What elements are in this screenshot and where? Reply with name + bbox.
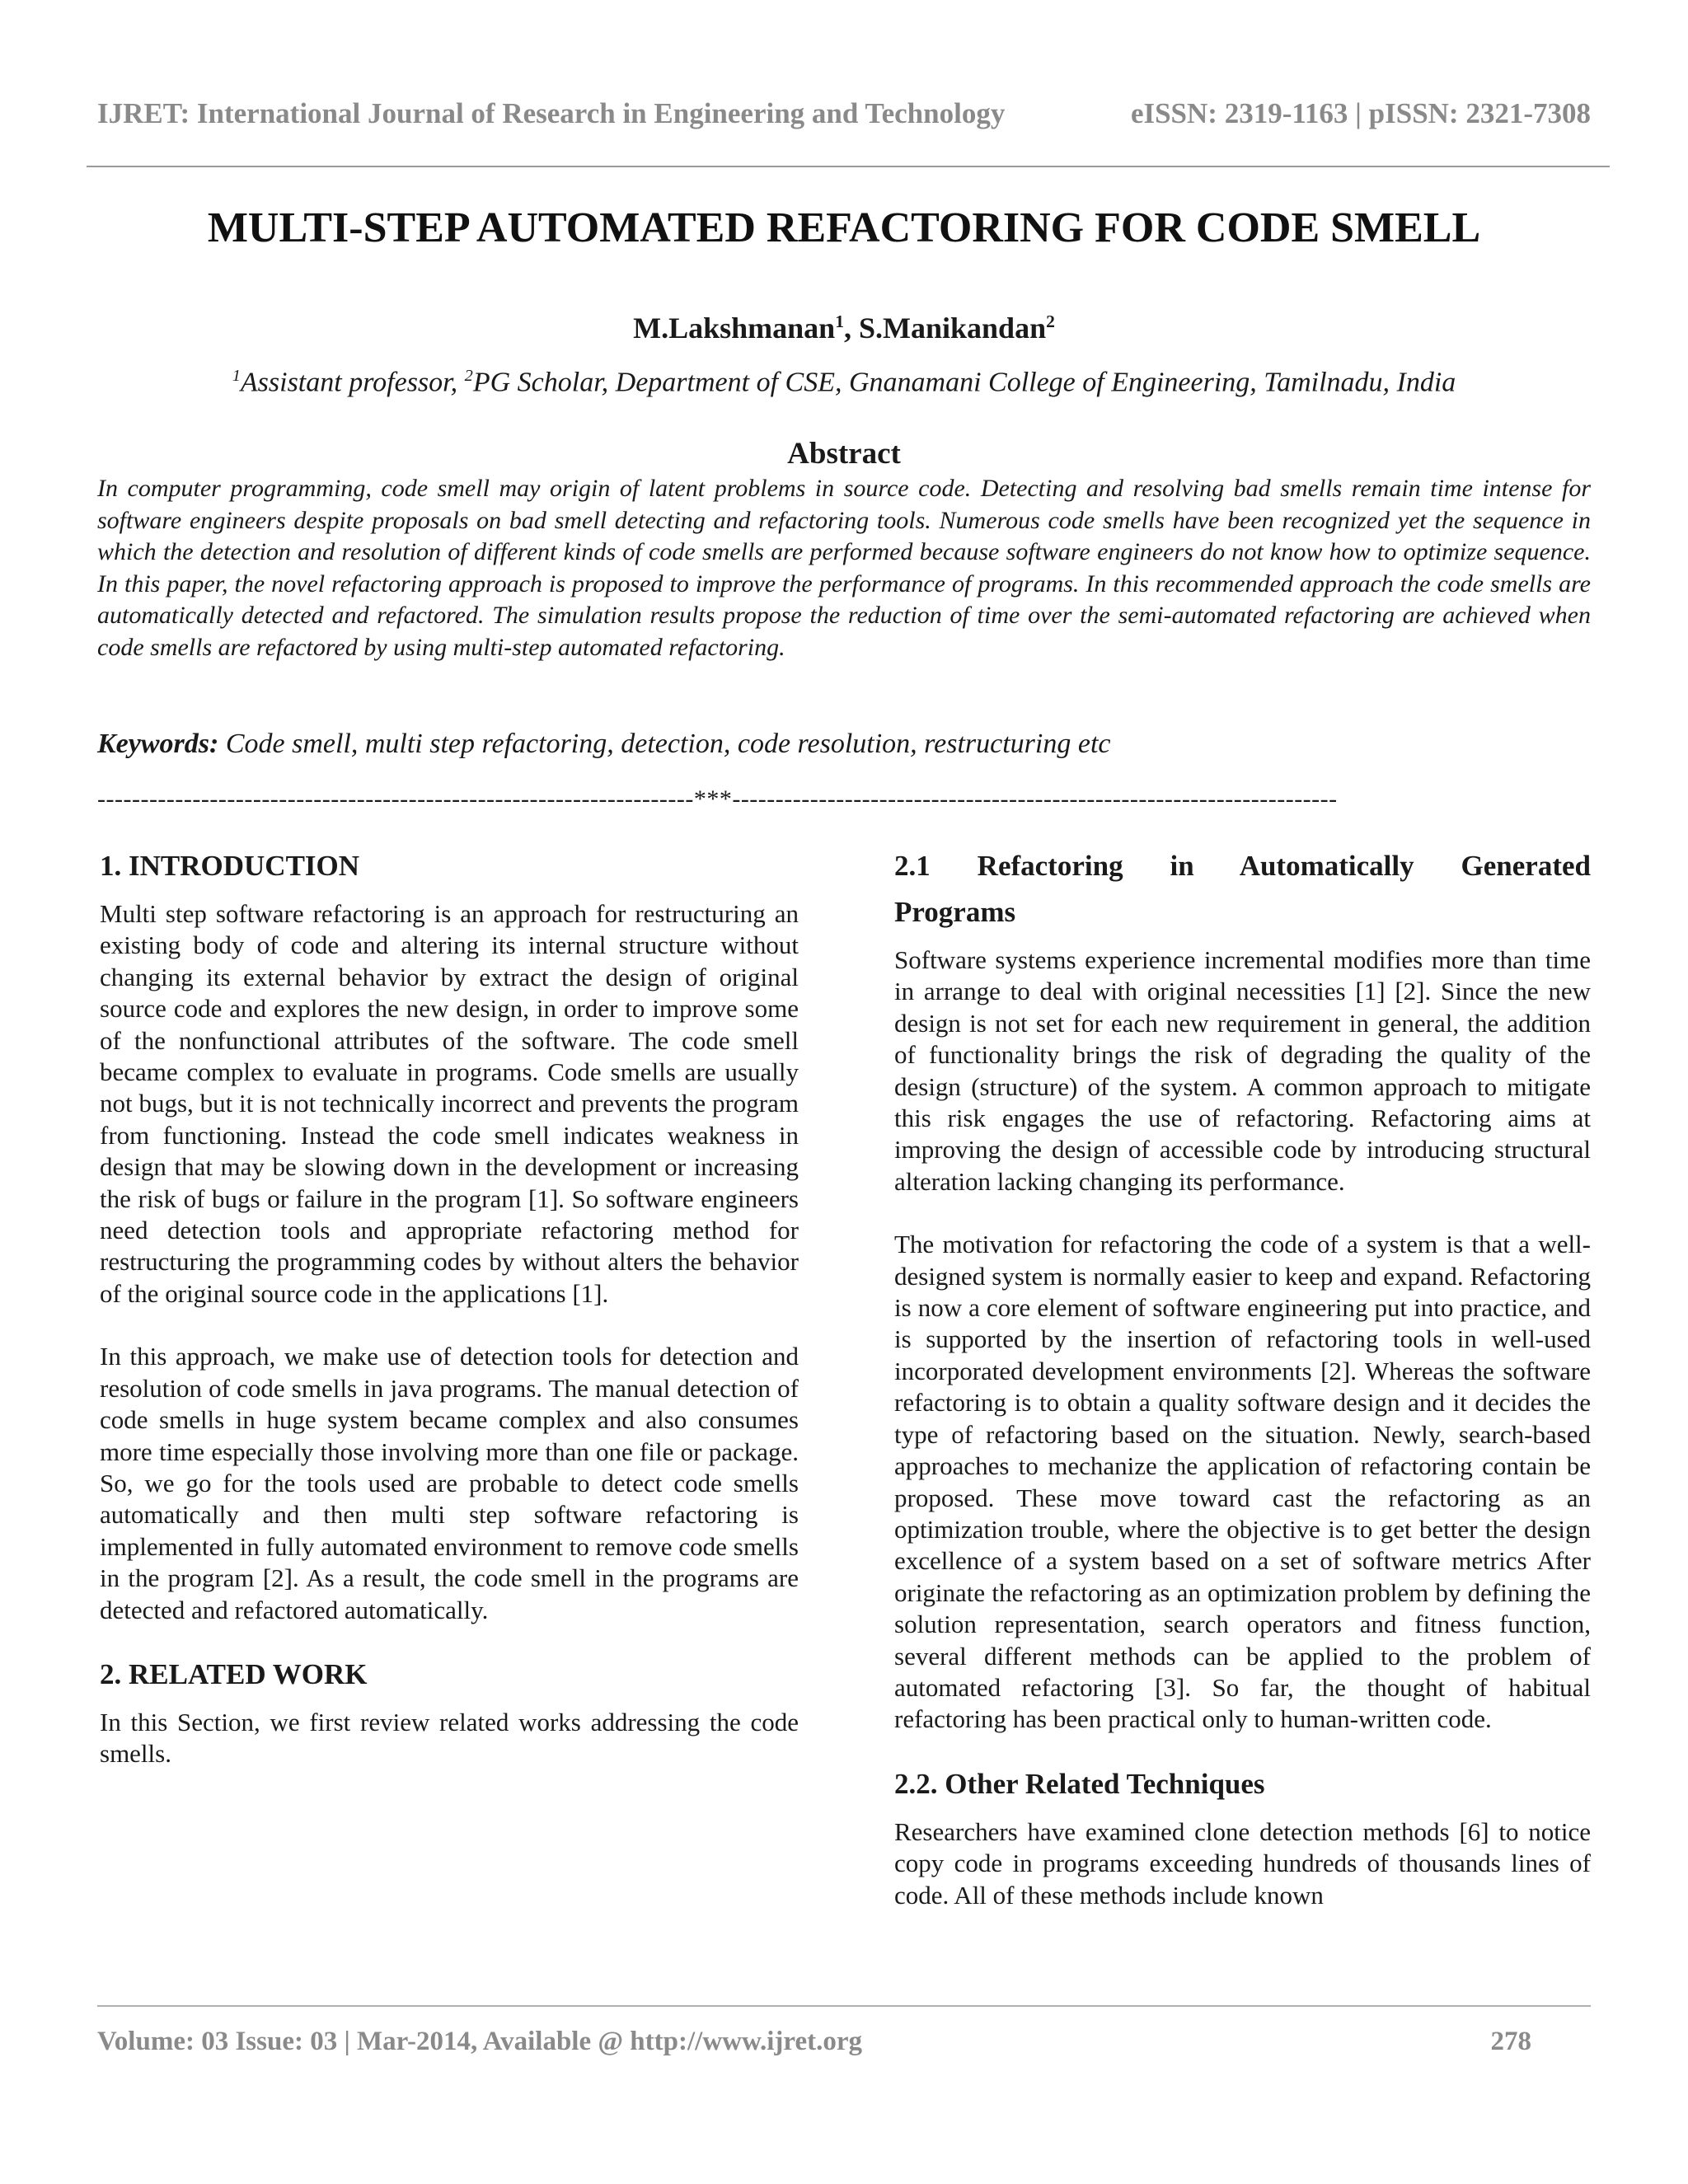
affiliation-mark: 2 xyxy=(464,367,473,385)
section-gap xyxy=(894,1736,1591,1767)
subsection-heading-2-2: 2.2. Other Related Techniques xyxy=(894,1767,1265,1800)
running-footer xyxy=(97,2027,1531,2057)
footer-rule xyxy=(97,2005,1591,2007)
author-name: S.Manikandan xyxy=(858,312,1047,344)
right-column xyxy=(894,849,1591,1911)
left-column xyxy=(100,849,799,1770)
keywords-text: Code smell, multi step refactoring, detection, code resolution, restructuring etc xyxy=(218,729,1111,759)
author-name: M.Lakshmanan xyxy=(633,312,836,344)
keywords-label: Keywords: xyxy=(97,729,219,759)
affiliation-text: PG Scholar, Department of CSE, Gnanamani College of Engineering, Tamilnadu, India xyxy=(472,367,1456,398)
section-gap xyxy=(100,1626,799,1657)
volume-info: Volume: 03 Issue: 03 | Mar-2014, Available @ http://www.ijret.org xyxy=(97,2027,862,2056)
paragraph: The motivation for refactoring the code of a system is that a well-designed system is normally easier to keep and expand. Refactoring is now a core element of software engineering put into practice, and is supported by the insertion of refactoring tools in well-used incorporated development environments [2]. Whereas the software refactoring is to obtain a quality software design and it decides the type of refactoring based on the situation. Newly, search-based approaches to mechanize the application of refactoring contain be proposed. These move toward cast the refactoring as an optimization trouble, where the objective is to get better the design excellence of a system based on a set of software metrics After originate the refactoring as an optimization problem by defining the solution representation, search operators and fitness function, several different methods can be applied to the problem of automated refactoring [3]. So far, the thought of habitual refactoring has been practical only to human-written code. xyxy=(894,1230,1591,1734)
paragraph: In this approach, we make use of detection tools for detection and resolution of code smells in java programs. The manual detection of code smells in huge system became complex and also consumes more time especially those involving more than one file or package. So, we go for the tools used are probable to detect code smells automatically and then multi step software refactoring is implemented in fully automated environment to remove code smells in the program [2]. As a result, the code smell in the programs are detected and refactored automatically. xyxy=(100,1342,799,1624)
paragraph: Multi step software refactoring is an approach for restructuring an existing body of code and altering its internal structure without changing its external behavior by extract the design of original source code and explores the new design, in order to improve some of the nonfunctional attributes of the software. The code smell became complex to evaluate in programs. Code smells are usually not bugs, but it is not technically incorrect and prevents the program from functioning. Instead the code smell indicates weakness in design that may be slowing down in the development or increasing the risk of bugs or failure in the program [1]. So software engineers need detection tools and appropriate refactoring method for restructuring the programming codes by without alters the behavior of the original source code in the applications [1]. xyxy=(100,899,799,1308)
section-separator: ---------------------------------------------------------------------***---------------------------------------------------------------------- xyxy=(97,785,1338,813)
section-heading-related-work: 2. RELATED WORK xyxy=(100,1657,368,1690)
affiliation-mark: 1 xyxy=(835,312,844,331)
paragraph-gap xyxy=(100,1310,799,1341)
subsection-heading-2-1: 2.1 Refactoring in Automatically Generated xyxy=(894,850,1591,882)
paper-title: MULTI-STEP AUTOMATED REFACTORING FOR CODE SMELL xyxy=(207,204,1481,251)
abstract-heading: Abstract xyxy=(787,437,901,471)
running-header xyxy=(97,97,1591,130)
author-separator: , xyxy=(843,312,859,344)
journal-name: IJRET: International Journal of Research in Engineering and Technology xyxy=(97,97,1006,129)
affiliation xyxy=(0,367,1688,398)
paragraph: Researchers have examined clone detection methods [6] to notice copy code in programs exceeding hundreds of thousands lines of code. All of these methods include known xyxy=(894,1816,1591,1910)
paragraph: Software systems experience incremental modifies more than time in arrange to deal with original necessities [1] [2]. Since the new design is not set for each new requirement in general, the addition of functionality brings the risk of degrading the quality of the design (structure) of the system. A common approach to mitigate this risk engages the use of refactoring. Refactoring aims at improving the design of accessible code by introducing structural alteration lacking changing its performance. xyxy=(894,945,1591,1196)
issn-info: eISSN: 2319-1163 | pISSN: 2321-7308 xyxy=(1130,97,1591,129)
paragraph: In this Section, we first review related works addressing the code smells. xyxy=(100,1707,799,1769)
header-rule xyxy=(87,166,1610,167)
keywords xyxy=(97,729,1591,760)
affiliation-role: Assistant professor, xyxy=(240,367,465,398)
page-number: 278 xyxy=(1490,2027,1531,2056)
abstract-body: In computer programming, code smell may origin of latent problems in source code. Detecting and resolving bad smells remain time intense for software engineers despite proposals on bad smell detecting and refactoring tools. Numerous code smells have been recognized yet the sequence in which the detection and resolution of different kinds of code smells are performed because software engineers do not know how to optimize sequence. In this paper, the novel refactoring approach is proposed to improve the performance of programs. In this recommended approach the code smells are automatically detected and refactored. The simulation results propose the reduction of time over the semi-automated refactoring are achieved when code smells are refactored by using multi-step automated refactoring. xyxy=(97,475,1591,661)
paragraph-gap xyxy=(894,1197,1591,1229)
section-heading-introduction: 1. INTRODUCTION xyxy=(100,850,360,882)
subsection-heading-2-1-cont: Programs xyxy=(894,896,1016,928)
affiliation-mark: 1 xyxy=(232,367,241,385)
author-list xyxy=(0,311,1688,345)
affiliation-mark: 2 xyxy=(1046,312,1055,331)
